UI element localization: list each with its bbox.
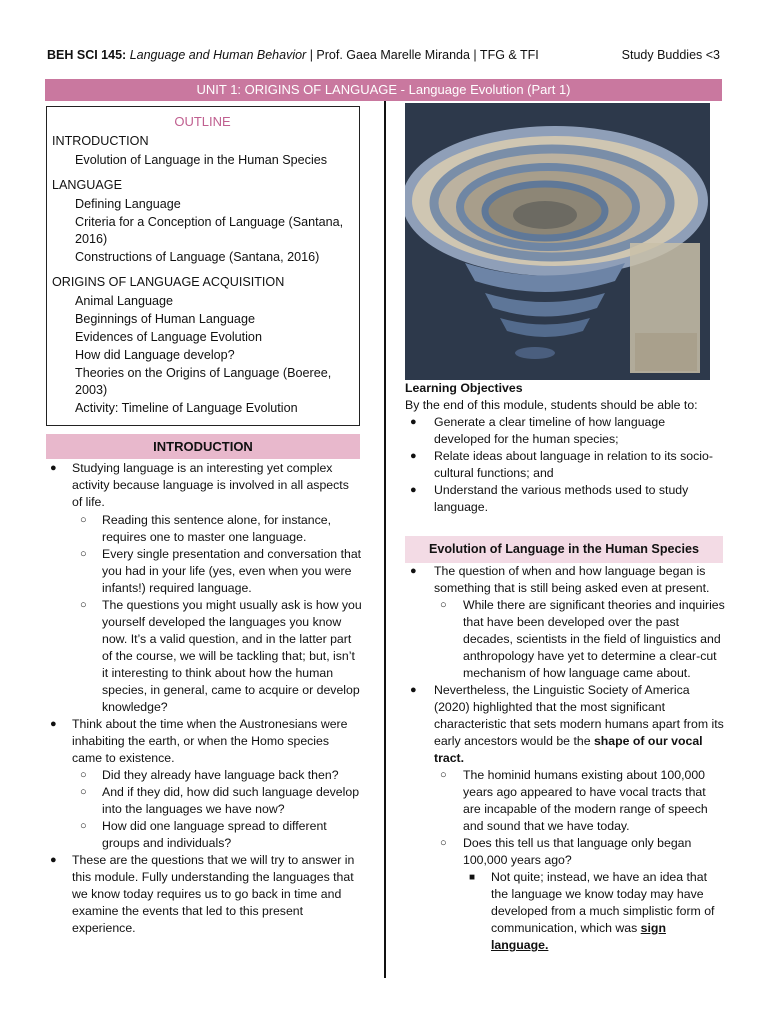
header-right: Study Buddies <3 <box>621 48 720 62</box>
objective-text: Relate ideas about language in relation to its socio-cultural functions; and <box>434 449 713 480</box>
objective-item: ● Understand the various methods used to study language. <box>410 483 689 514</box>
outline-title: OUTLINE <box>174 114 231 129</box>
outline-item: Constructions of Language (Santana, 2016) <box>75 249 320 264</box>
sub-bullet-item: ○ How did one language spread to different groups and individuals? <box>80 819 327 850</box>
page-header <box>47 48 720 62</box>
outline-section <box>52 274 353 416</box>
bullet-item: ● The question of when and how language began is something that is still being asked even at present. <box>410 564 710 595</box>
bullet-text: These are the questions that we will try to answer in this module. Fully understanding the languages that we know today requires us to go back in time and examine the events that led to this present experience. <box>72 853 355 935</box>
objective-item: ● Generate a clear timeline of how language developed for the human species; <box>410 415 666 446</box>
sub-bullet-item: ○ The hominid humans existing about 100,000 years ago appeared to have vocal tracts that are incapable of the modern range of speech and sound that we have today. <box>440 768 708 833</box>
outline-item: Beginnings of Human Language <box>75 312 255 326</box>
column-divider <box>384 101 386 978</box>
bullet-text: And if they did, how did such language develop into the languages we have now? <box>102 785 360 816</box>
unit-title-main: UNIT 1: ORIGINS OF LANGUAGE <box>196 82 398 97</box>
sub-sub-bullet-item: ■ Not quite; instead, we have an idea that the language we know today may have developed from a much simplistic form of communication, which was sign language. <box>469 870 715 952</box>
objective-item: ● Relate ideas about language in relation to its socio-cultural functions; and <box>410 449 713 480</box>
outline-item: How did Language develop? <box>75 348 235 362</box>
sub-bullet-item: ○ Did they already have language back then? <box>80 768 339 782</box>
bullet-text: Nevertheless, the Linguistic Society of America (2020) highlighted that the most significant characteristic that sets modern humans apart from its early ancestors would be the <box>434 683 724 748</box>
bullet-text: Does this tell us that language only began 100,000 years ago? <box>463 836 692 867</box>
outline-heading: LANGUAGE <box>52 178 122 192</box>
outline-box <box>46 106 360 426</box>
bullet-text: The hominid humans existing about 100,000 years ago appeared to have vocal tracts that are incapable of the modern range of speech and sound that we have today. <box>463 768 708 833</box>
bullet-item: ● Studying language is an interesting yet complex activity because language is involved in all aspects of life. <box>50 461 349 509</box>
bullet-item: ● These are the questions that we will try to answer in this module. Fully understanding the languages that we know today requires us to go back in time and examine the events that led to this present experience. <box>50 853 355 935</box>
outline-item: Evolution of Language in the Human Species <box>75 152 328 167</box>
bullet-text: The questions you might usually ask is how you yourself developed the languages you know now. It’s a valid question, and in the latter part of the course, we will be tackling that; but, isn’t it interesting to think about how the human species, in general, came to acquire or develop knowledge? <box>102 598 362 714</box>
sub-bullet-item: ○ While there are significant theories and inquiries that have been developed over the past decades, scientists in the field of linguistics and anthropology have yet to determine a clear-cut mechanism of how language came about. <box>440 598 725 680</box>
evolution-body <box>405 563 725 954</box>
outline-item: Theories on the Origins of Language (Boeree, 2003) <box>75 366 332 397</box>
bullet-item: ● Nevertheless, the Linguistic Society of America (2020) highlighted that the most significant characteristic that sets modern humans apart from its early ancestors would be the shape of our vocal tract. <box>410 683 724 765</box>
bullet-text: Think about the time when the Austronesians were inhabiting the earth, or when the Homo species came to existence. <box>72 717 348 765</box>
header-details: | Prof. Gaea Marelle Miranda | TFG & TFI <box>309 48 539 62</box>
introduction-body <box>46 460 362 937</box>
course-title: Language and Human Behavior <box>129 48 307 62</box>
sub-bullet-item: ○ Every single presentation and conversation that you had in your life (yes, even when you were infants!) required language. <box>80 547 362 595</box>
outline-section <box>52 133 353 169</box>
bullet-text: While there are significant theories and inquiries that have been developed over the past decades, scientists in the field of linguistics and anthropology have yet to determine a clear-cut mechanism of how language came about. <box>463 598 725 680</box>
objective-text: Generate a clear timeline of how language developed for the human species; <box>434 415 666 446</box>
sub-bullet-item: ○ Does this tell us that language only began 100,000 years ago? <box>440 836 692 867</box>
bullet-text: Not quite; instead, we have an idea that the language we know today may have developed from a much simplistic form of communication, which was <box>491 870 715 935</box>
spiral-illustration <box>405 103 710 380</box>
introduction-heading: INTRODUCTION <box>46 434 360 459</box>
course-code: BEH SCI 145: <box>47 48 127 62</box>
outline-item: Evidences of Language Evolution <box>75 330 262 344</box>
bullet-text: Studying language is an interesting yet complex activity because language is involved in all aspects of life. <box>72 461 349 509</box>
outline-item: Criteria for a Conception of Language (Santana, 2016) <box>75 215 344 246</box>
outline-item: Defining Language <box>75 197 181 211</box>
geologic-time-spiral-image <box>405 103 710 380</box>
learning-objectives <box>405 380 725 516</box>
evolution-heading: Evolution of Language in the Human Species <box>405 536 723 563</box>
objective-text: Understand the various methods used to study language. <box>434 483 689 514</box>
sub-bullet-item: ○ And if they did, how did such language develop into the languages we have now? <box>80 785 360 816</box>
bullet-item: ● Think about the time when the Austronesians were inhabiting the earth, or when the Homo species came to existence. <box>50 717 348 765</box>
outline-heading: INTRODUCTION <box>52 133 149 148</box>
outline-section <box>52 177 353 265</box>
outline-item: Animal Language <box>75 294 174 308</box>
bullet-bold-text: shape of our vocal tract. <box>434 734 703 765</box>
unit-title-sub: - Language Evolution (Part 1) <box>397 82 571 97</box>
sub-bullet-item: ○ Reading this sentence alone, for instance, requires one to master one language. <box>80 513 332 544</box>
bullet-text: Every single presentation and conversation that you had in your life (yes, even when you were infants!) required language. <box>102 547 362 595</box>
bullet-text: How did one language spread to different groups and individuals? <box>102 819 327 850</box>
bullet-text: Reading this sentence alone, for instance, requires one to master one language. <box>102 513 332 544</box>
bullet-bold-text: sign language. <box>491 921 666 952</box>
unit-title-bar <box>45 79 722 101</box>
outline-heading: ORIGINS OF LANGUAGE ACQUISITION <box>52 275 285 289</box>
outline-item: Activity: Timeline of Language Evolution <box>75 400 298 415</box>
bullet-text: The question of when and how language began is something that is still being asked even at present. <box>434 564 710 595</box>
objectives-intro: By the end of this module, students should be able to: <box>405 398 698 412</box>
sub-bullet-item: ○ The questions you might usually ask is how you yourself developed the languages you know now. It’s a valid question, and in the latter part of the course, we will be tackling that; but, isn’t it interesting to think about how the human species, in general, came to acquire or develop knowledge? <box>80 598 362 714</box>
bullet-text: Did they already have language back then? <box>102 768 339 782</box>
objectives-heading: Learning Objectives <box>405 381 523 395</box>
